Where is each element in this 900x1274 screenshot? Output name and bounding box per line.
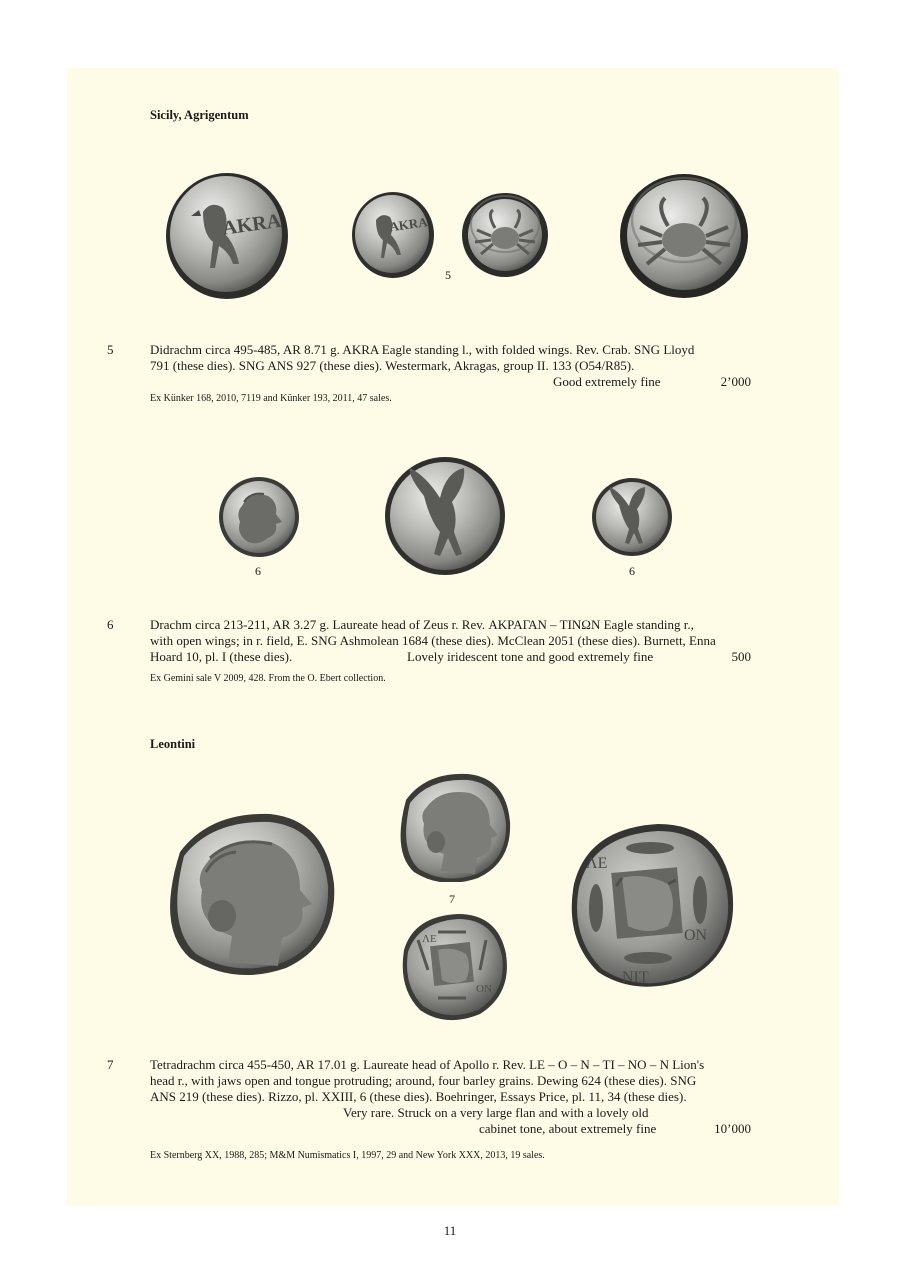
coin-obverse-apollo-small bbox=[394, 772, 512, 882]
plate-label: 5 bbox=[445, 268, 451, 282]
lot-grade-line: cabinet tone, about extremely fine bbox=[479, 1121, 657, 1136]
lot-description bbox=[150, 1057, 751, 1105]
plate-label: 6 bbox=[629, 564, 635, 578]
lot-grade: Lovely iridescent tone and good extremely fine bbox=[407, 649, 654, 664]
coin-reverse-eagle-small bbox=[591, 477, 673, 557]
coin-reverse-large-crab bbox=[618, 172, 750, 300]
lot-provenance: Ex Künker 168, 2010, 7119 and Künker 193, 2011, 47 sales. bbox=[150, 393, 392, 404]
lot-grade: Good extremely fine bbox=[553, 374, 661, 389]
page-number: 11 bbox=[443, 1223, 457, 1238]
lot-price: 10’000 bbox=[714, 1121, 751, 1136]
description-line: 791 (these dies). SNG ANS 927 (these dies). Westermark, Akragas, group II. 133 (O54/R85). bbox=[150, 358, 635, 373]
section-heading-leontini: Leontini bbox=[150, 737, 196, 751]
lot-number: 6 bbox=[107, 617, 114, 632]
coin-reverse-lion-large bbox=[560, 818, 736, 988]
coin-obverse-apollo-large bbox=[160, 812, 336, 978]
coin-reverse-eagle-large bbox=[384, 456, 506, 576]
plate-label: 7 bbox=[449, 892, 455, 906]
lot-provenance: Ex Sternberg XX, 1988, 285; M&M Numismatics I, 1997, 29 and New York XXX, 2013, 19 sales. bbox=[150, 1150, 545, 1161]
svg-text:ΛΕ: ΛΕ bbox=[422, 933, 437, 945]
coin-legend-akra: AKRA bbox=[221, 209, 283, 240]
coin-reverse-lion-small bbox=[394, 910, 510, 1022]
coin-obverse-zeus bbox=[218, 476, 300, 558]
description-line: head r., with jaws open and tongue protruding; around, four barley grains. Dewing 624 (these dies). SNG bbox=[150, 1073, 697, 1088]
lot-number: 5 bbox=[107, 342, 114, 357]
lot-description bbox=[150, 342, 751, 374]
description-line: ANS 219 (these dies). Rizzo, pl. XXIII, 6 (these dies). Boehringer, Essays Price, pl. 11, 34 (these dies). bbox=[150, 1089, 687, 1104]
svg-text:ΟΝ: ΟΝ bbox=[684, 927, 708, 944]
description-line: with open wings; in r. field, E. SNG Ashmolean 1684 (these dies). McClean 2051 (these dies). Burnett, Enna bbox=[150, 633, 716, 648]
description-line: Didrachm circa 495-485, AR 8.71 g. AKRA Eagle standing l., with folded wings. Rev. Crab. SNG Lloyd bbox=[150, 342, 695, 357]
coin-obverse-large bbox=[163, 170, 291, 302]
section-heading-agrigentum: Sicily, Agrigentum bbox=[150, 108, 249, 122]
coin-obverse-small bbox=[350, 190, 436, 280]
lot-provenance: Ex Gemini sale V 2009, 428. From the O. Ebert collection. bbox=[150, 673, 386, 684]
description-line: Drachm circa 213-211, AR 3.27 g. Laureate head of Zeus r. Rev. ΑΚΡΑΓΑΝ – ΤΙΝΩΝ Eagle standing r., bbox=[150, 617, 694, 632]
svg-text:AKRA: AKRA bbox=[388, 214, 429, 235]
svg-text:ΟΝ: ΟΝ bbox=[476, 983, 492, 995]
lot-price: 2’000 bbox=[720, 374, 751, 389]
lot-number: 7 bbox=[107, 1057, 114, 1072]
coin-reverse-small-crab bbox=[461, 192, 549, 278]
description-line: Hoard 10, pl. I (these dies). bbox=[150, 649, 293, 664]
lot-grade-line: Very rare. Struck on a very large flan and with a lovely old bbox=[343, 1105, 649, 1120]
svg-text:ΝΙΤ: ΝΙΤ bbox=[622, 969, 649, 986]
lot-price: 500 bbox=[731, 649, 751, 664]
plate-label: 6 bbox=[255, 564, 261, 578]
description-line: Tetradrachm circa 455-450, AR 17.01 g. Laureate head of Apollo r. Rev. LE – O – N – TI – NO – N Lion's bbox=[150, 1057, 705, 1072]
svg-text:ΛΕ: ΛΕ bbox=[586, 855, 608, 872]
